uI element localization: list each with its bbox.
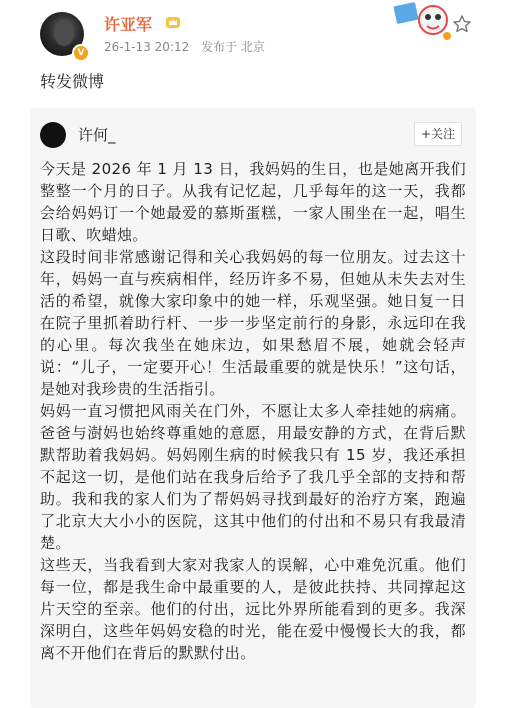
crown-icon: [165, 14, 181, 30]
author-name[interactable]: 许亚军: [104, 15, 153, 34]
quoted-author-avatar[interactable]: [40, 122, 66, 148]
quoted-post-card[interactable]: [30, 108, 476, 708]
verified-badge-icon: V: [72, 44, 90, 62]
post-header: [0, 0, 506, 60]
paragraph: 这段时间非常感谢记得和关心我妈妈的每一位朋友。过去这十年，妈妈一直与疾病相伴，经历许多不易，但她从未失去对生活的希望，就像大家印象中的她一样，乐观坚强。她日复一日在院子里抓着助行杆、一步一步坚定前行的身影，永远印在我的心里。每次我坐在她床边，如果愁眉不展，她就会轻声说：“儿子，一定要开心！生活最重要的就是快乐！”这句话，是她对我珍贵的生活指引。: [40, 248, 466, 398]
repost-text: 转发微博: [40, 72, 105, 91]
quoted-post-header: [30, 108, 476, 154]
quoted-author-name[interactable]: 许何_: [78, 126, 116, 144]
paragraph: 这些天，当我看到大家对我家人的误解，心中难免沉重。他们每一位，都是我生命中最重要的人，是彼此扶持、共同撑起这片天空的至亲。他们的付出，远比外界所能看到的更多。我深深明白，这些年妈妈安稳的时光，能在爱中慢慢长大的我，都离不开他们在背后的默默付出。: [40, 556, 466, 662]
star-icon[interactable]: [452, 14, 472, 34]
follow-button[interactable]: +关注: [414, 122, 462, 146]
paragraph: 今天是 2026 年 1 月 13 日，我妈妈的生日，也是她离开我们整整一个月的日子。从我有记忆起，几乎每年的这一天，我都会给妈妈订一个她最爱的慕斯蛋糕，一家人围坐在一起，唱生日歌、吹蜡烛。: [40, 160, 466, 244]
paragraph: 妈妈一直习惯把风雨关在门外，不愿让太多人牵挂她的病痛。爸爸与澍妈也始终尊重她的意愿，用最安静的方式，在背后默默帮助着我妈妈。妈妈刚生病的时候我只有 15 岁，我还承担不起这一切，是他们站在我身后给予了我几乎全部的支持和帮助。我和我的家人们为了帮妈妈寻找到最好的治疗方案，跑遍了北京大大小小的医院，这其中他们的付出和不易只有我最清楚。: [40, 402, 466, 552]
post-location: 发布于 北京: [201, 40, 265, 54]
post-timestamp: 26-1-13 20:12: [104, 40, 190, 54]
post-meta: [104, 38, 273, 55]
quoted-post-body: [40, 158, 466, 664]
mascot-sticker: [393, 0, 453, 44]
